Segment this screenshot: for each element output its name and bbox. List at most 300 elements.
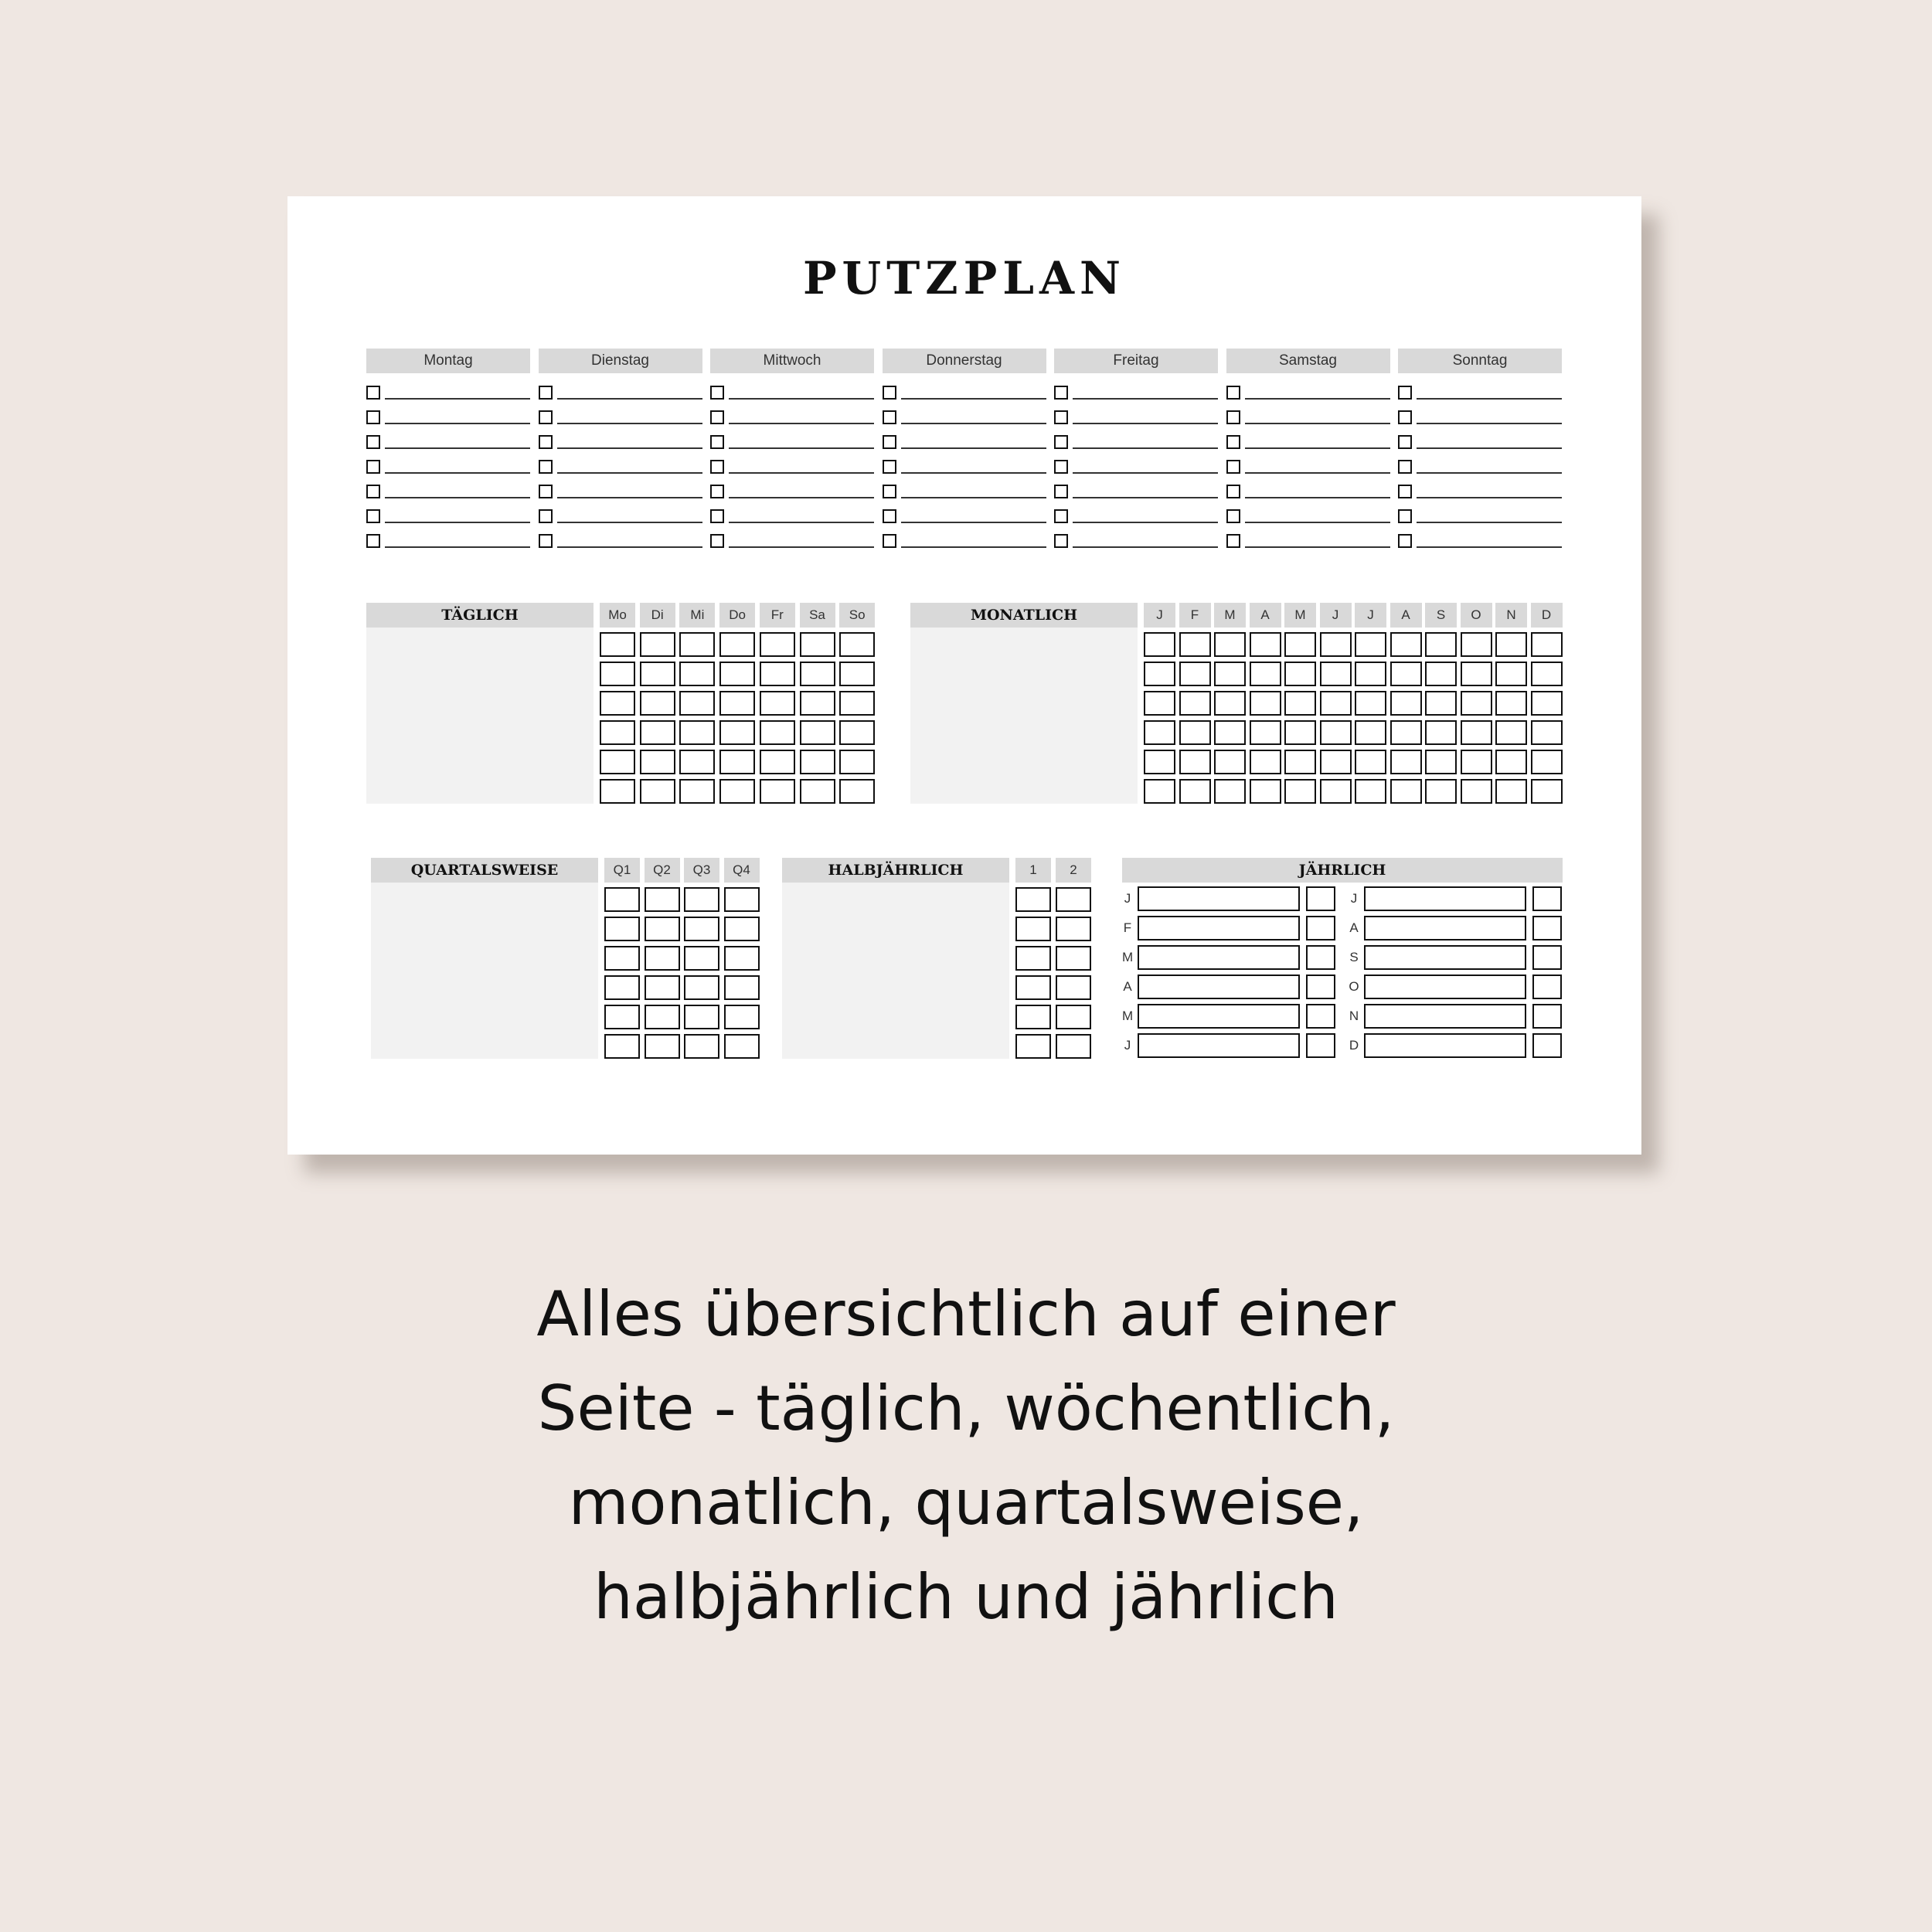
monthly-checkbox[interactable]: [1214, 779, 1246, 804]
monthly-checkbox[interactable]: [1179, 691, 1211, 716]
daily-checkbox[interactable]: [760, 632, 795, 657]
task-checkbox[interactable]: [1226, 386, 1240, 400]
monthly-checkbox[interactable]: [1144, 662, 1175, 686]
monthly-checkbox[interactable]: [1320, 662, 1352, 686]
halfyearly-checkbox[interactable]: [1056, 1005, 1091, 1029]
daily-checkbox[interactable]: [800, 632, 835, 657]
halfyearly-task-panel[interactable]: [782, 883, 1009, 1059]
daily-checkbox[interactable]: [719, 750, 755, 774]
daily-checkbox[interactable]: [640, 662, 675, 686]
task-checkbox[interactable]: [1398, 509, 1412, 523]
monthly-checkbox[interactable]: [1284, 750, 1316, 774]
quarterly-checkbox[interactable]: [684, 946, 719, 971]
monthly-checkbox[interactable]: [1284, 720, 1316, 745]
weekday-header: Freitag: [1054, 349, 1218, 373]
task-checkbox[interactable]: [1398, 534, 1412, 548]
task-checkbox[interactable]: [366, 460, 380, 474]
monthly-checkbox[interactable]: [1461, 662, 1492, 686]
quarterly-checkbox[interactable]: [684, 887, 719, 912]
daily-checkbox[interactable]: [679, 691, 715, 716]
quarterly-checkbox[interactable]: [684, 1034, 719, 1059]
quarterly-checkbox[interactable]: [684, 975, 719, 1000]
halfyearly-checkbox[interactable]: [1056, 1034, 1091, 1059]
daily-checkbox[interactable]: [800, 779, 835, 804]
daily-task-panel[interactable]: [366, 628, 594, 804]
yearly-task-field[interactable]: [1364, 1033, 1526, 1058]
daily-checkbox[interactable]: [679, 720, 715, 745]
halfyearly-checkbox[interactable]: [1015, 1005, 1051, 1029]
daily-checkbox[interactable]: [760, 779, 795, 804]
monthly-checkbox[interactable]: [1250, 779, 1281, 804]
monthly-checkbox[interactable]: [1461, 632, 1492, 657]
monthly-checkbox[interactable]: [1250, 750, 1281, 774]
monthly-checkbox[interactable]: [1355, 779, 1386, 804]
task-line[interactable]: [901, 497, 1046, 498]
task-checkbox[interactable]: [883, 386, 896, 400]
task-line[interactable]: [1417, 447, 1562, 449]
yearly-task-field[interactable]: [1364, 1004, 1526, 1029]
daily-checkbox[interactable]: [719, 720, 755, 745]
daily-column-header: So: [839, 603, 875, 628]
caption-line: Alles übersichtlich auf einer: [536, 1278, 1396, 1350]
monthly-column-header: S: [1425, 603, 1457, 628]
halfyearly-checkbox[interactable]: [1056, 946, 1091, 971]
task-line[interactable]: [557, 447, 702, 449]
task-line[interactable]: [557, 522, 702, 523]
monthly-checkbox[interactable]: [1179, 750, 1211, 774]
task-line[interactable]: [1073, 472, 1218, 474]
task-line[interactable]: [1245, 522, 1390, 523]
yearly-checkbox[interactable]: [1306, 1033, 1335, 1058]
monthly-column-header: A: [1250, 603, 1281, 628]
monthly-column-header: A: [1390, 603, 1422, 628]
yearly-month-label: M: [1122, 1009, 1134, 1023]
monthly-checkbox[interactable]: [1531, 720, 1563, 745]
monthly-checkbox[interactable]: [1144, 691, 1175, 716]
yearly-task-field[interactable]: [1364, 886, 1526, 911]
task-checkbox[interactable]: [1226, 485, 1240, 498]
task-line[interactable]: [729, 447, 874, 449]
task-line[interactable]: [901, 546, 1046, 548]
yearly-month-label: S: [1349, 950, 1359, 964]
task-line[interactable]: [1073, 398, 1218, 400]
yearly-checkbox[interactable]: [1306, 886, 1335, 911]
monthly-checkbox[interactable]: [1320, 720, 1352, 745]
daily-checkbox[interactable]: [719, 632, 755, 657]
yearly-month-label: N: [1349, 1009, 1359, 1023]
monthly-checkbox[interactable]: [1214, 720, 1246, 745]
yearly-checkbox[interactable]: [1532, 945, 1562, 970]
quarterly-checkbox[interactable]: [604, 1005, 640, 1029]
monthly-checkbox[interactable]: [1495, 779, 1527, 804]
daily-checkbox[interactable]: [839, 691, 875, 716]
task-checkbox[interactable]: [1054, 386, 1068, 400]
task-checkbox[interactable]: [366, 509, 380, 523]
task-line[interactable]: [901, 472, 1046, 474]
yearly-checkbox[interactable]: [1532, 1004, 1562, 1029]
monthly-checkbox[interactable]: [1390, 632, 1422, 657]
task-line[interactable]: [385, 447, 530, 449]
task-checkbox[interactable]: [883, 509, 896, 523]
yearly-task-field[interactable]: [1364, 975, 1526, 999]
halfyearly-checkbox[interactable]: [1015, 917, 1051, 941]
yearly-month-label: O: [1349, 979, 1359, 994]
task-checkbox[interactable]: [883, 435, 896, 449]
quarterly-checkbox[interactable]: [645, 1034, 680, 1059]
daily-checkbox[interactable]: [679, 632, 715, 657]
monthly-checkbox[interactable]: [1425, 779, 1457, 804]
monthly-header: MONATLICH: [910, 603, 1138, 628]
yearly-task-field[interactable]: [1138, 945, 1300, 970]
monthly-checkbox[interactable]: [1495, 691, 1527, 716]
daily-checkbox[interactable]: [839, 750, 875, 774]
task-checkbox[interactable]: [710, 386, 724, 400]
yearly-checkbox[interactable]: [1532, 886, 1562, 911]
task-line[interactable]: [385, 522, 530, 523]
monthly-checkbox[interactable]: [1250, 662, 1281, 686]
monthly-checkbox[interactable]: [1355, 720, 1386, 745]
task-line[interactable]: [385, 423, 530, 424]
quarterly-checkbox[interactable]: [724, 946, 760, 971]
task-line[interactable]: [901, 398, 1046, 400]
yearly-checkbox[interactable]: [1532, 1033, 1562, 1058]
task-checkbox[interactable]: [710, 485, 724, 498]
task-checkbox[interactable]: [1398, 485, 1412, 498]
daily-checkbox[interactable]: [760, 750, 795, 774]
halfyearly-checkbox[interactable]: [1015, 946, 1051, 971]
task-checkbox[interactable]: [883, 534, 896, 548]
monthly-checkbox[interactable]: [1214, 750, 1246, 774]
halfyearly-checkbox[interactable]: [1056, 975, 1091, 1000]
yearly-checkbox[interactable]: [1306, 975, 1335, 999]
halfyearly-checkbox[interactable]: [1015, 1034, 1051, 1059]
daily-checkbox[interactable]: [719, 691, 755, 716]
task-checkbox[interactable]: [710, 534, 724, 548]
monthly-checkbox[interactable]: [1531, 632, 1563, 657]
daily-checkbox[interactable]: [800, 662, 835, 686]
task-line[interactable]: [729, 497, 874, 498]
monthly-checkbox[interactable]: [1284, 691, 1316, 716]
monthly-checkbox[interactable]: [1179, 662, 1211, 686]
task-line[interactable]: [729, 423, 874, 424]
task-checkbox[interactable]: [539, 460, 553, 474]
daily-checkbox[interactable]: [679, 662, 715, 686]
monthly-checkbox[interactable]: [1284, 662, 1316, 686]
task-checkbox[interactable]: [366, 386, 380, 400]
monthly-checkbox[interactable]: [1390, 691, 1422, 716]
daily-checkbox[interactable]: [800, 750, 835, 774]
daily-checkbox[interactable]: [600, 662, 635, 686]
task-line[interactable]: [1245, 546, 1390, 548]
daily-column-header: Mi: [679, 603, 715, 628]
monthly-checkbox[interactable]: [1425, 691, 1457, 716]
monthly-checkbox[interactable]: [1390, 720, 1422, 745]
daily-checkbox[interactable]: [600, 632, 635, 657]
task-line[interactable]: [557, 497, 702, 498]
task-line[interactable]: [557, 546, 702, 548]
monthly-checkbox[interactable]: [1144, 750, 1175, 774]
monthly-checkbox[interactable]: [1461, 691, 1492, 716]
monthly-checkbox[interactable]: [1355, 632, 1386, 657]
task-checkbox[interactable]: [539, 435, 553, 449]
task-line[interactable]: [1417, 546, 1562, 548]
task-checkbox[interactable]: [539, 386, 553, 400]
daily-checkbox[interactable]: [640, 779, 675, 804]
daily-checkbox[interactable]: [760, 691, 795, 716]
task-line[interactable]: [1417, 398, 1562, 400]
yearly-checkbox[interactable]: [1532, 975, 1562, 999]
quarterly-checkbox[interactable]: [684, 917, 719, 941]
task-checkbox[interactable]: [539, 410, 553, 424]
monthly-checkbox[interactable]: [1495, 720, 1527, 745]
quarterly-checkbox[interactable]: [645, 975, 680, 1000]
daily-checkbox[interactable]: [640, 691, 675, 716]
yearly-checkbox[interactable]: [1306, 945, 1335, 970]
task-checkbox[interactable]: [883, 460, 896, 474]
task-line[interactable]: [1245, 398, 1390, 400]
yearly-task-field[interactable]: [1138, 916, 1300, 940]
monthly-checkbox[interactable]: [1461, 779, 1492, 804]
yearly-task-field[interactable]: [1138, 1004, 1300, 1029]
monthly-checkbox[interactable]: [1461, 720, 1492, 745]
monthly-checkbox[interactable]: [1531, 779, 1563, 804]
quarterly-header: QUARTALSWEISE: [371, 858, 598, 883]
task-line[interactable]: [729, 472, 874, 474]
monthly-checkbox[interactable]: [1144, 720, 1175, 745]
task-checkbox[interactable]: [539, 485, 553, 498]
monthly-checkbox[interactable]: [1179, 632, 1211, 657]
daily-checkbox[interactable]: [800, 691, 835, 716]
task-checkbox[interactable]: [1398, 435, 1412, 449]
task-checkbox[interactable]: [1054, 534, 1068, 548]
daily-checkbox[interactable]: [719, 779, 755, 804]
task-line[interactable]: [1073, 546, 1218, 548]
monthly-checkbox[interactable]: [1425, 720, 1457, 745]
quarterly-checkbox[interactable]: [604, 1034, 640, 1059]
daily-checkbox[interactable]: [600, 691, 635, 716]
quarterly-checkbox[interactable]: [645, 946, 680, 971]
yearly-checkbox[interactable]: [1306, 1004, 1335, 1029]
task-checkbox[interactable]: [710, 435, 724, 449]
task-checkbox[interactable]: [883, 485, 896, 498]
quarterly-column-header: Q1: [604, 858, 640, 883]
monthly-checkbox[interactable]: [1320, 632, 1352, 657]
task-line[interactable]: [901, 522, 1046, 523]
daily-checkbox[interactable]: [679, 779, 715, 804]
quarterly-checkbox[interactable]: [645, 1005, 680, 1029]
task-line[interactable]: [385, 497, 530, 498]
task-checkbox[interactable]: [1398, 386, 1412, 400]
task-line[interactable]: [1417, 522, 1562, 523]
task-line[interactable]: [729, 546, 874, 548]
task-line[interactable]: [1417, 472, 1562, 474]
task-line[interactable]: [1073, 423, 1218, 424]
task-checkbox[interactable]: [1398, 460, 1412, 474]
daily-checkbox[interactable]: [839, 662, 875, 686]
monthly-checkbox[interactable]: [1144, 632, 1175, 657]
halfyearly-checkbox[interactable]: [1015, 887, 1051, 912]
caption: [0, 1267, 1932, 1645]
halfyearly-checkbox[interactable]: [1056, 917, 1091, 941]
quarterly-checkbox[interactable]: [604, 917, 640, 941]
monthly-checkbox[interactable]: [1531, 662, 1563, 686]
monthly-checkbox[interactable]: [1284, 632, 1316, 657]
daily-checkbox[interactable]: [640, 632, 675, 657]
monthly-checkbox[interactable]: [1320, 750, 1352, 774]
quarterly-checkbox[interactable]: [645, 917, 680, 941]
task-line[interactable]: [729, 522, 874, 523]
monthly-checkbox[interactable]: [1250, 691, 1281, 716]
task-checkbox[interactable]: [1054, 435, 1068, 449]
caption-line: halbjährlich und jährlich: [594, 1561, 1338, 1633]
task-checkbox[interactable]: [1226, 534, 1240, 548]
daily-checkbox[interactable]: [600, 750, 635, 774]
quarterly-checkbox[interactable]: [724, 1034, 760, 1059]
task-line[interactable]: [557, 423, 702, 424]
yearly-header: JÄHRLICH: [1122, 858, 1563, 883]
daily-checkbox[interactable]: [839, 632, 875, 657]
task-checkbox[interactable]: [539, 509, 553, 523]
task-line[interactable]: [901, 447, 1046, 449]
monthly-checkbox[interactable]: [1390, 779, 1422, 804]
task-line[interactable]: [1245, 472, 1390, 474]
task-line[interactable]: [729, 398, 874, 400]
task-line[interactable]: [1417, 423, 1562, 424]
task-checkbox[interactable]: [1226, 410, 1240, 424]
monthly-task-panel[interactable]: [910, 628, 1138, 804]
daily-checkbox[interactable]: [640, 720, 675, 745]
task-checkbox[interactable]: [1054, 485, 1068, 498]
monthly-checkbox[interactable]: [1214, 662, 1246, 686]
task-line[interactable]: [1245, 423, 1390, 424]
monthly-checkbox[interactable]: [1214, 691, 1246, 716]
quarterly-checkbox[interactable]: [604, 946, 640, 971]
daily-checkbox[interactable]: [839, 720, 875, 745]
daily-checkbox[interactable]: [600, 720, 635, 745]
quarterly-column-header: Q2: [645, 858, 680, 883]
monthly-checkbox[interactable]: [1461, 750, 1492, 774]
weekday-header: Montag: [366, 349, 530, 373]
monthly-checkbox[interactable]: [1390, 662, 1422, 686]
task-checkbox[interactable]: [539, 534, 553, 548]
monthly-checkbox[interactable]: [1531, 691, 1563, 716]
monthly-checkbox[interactable]: [1179, 779, 1211, 804]
daily-checkbox[interactable]: [760, 662, 795, 686]
monthly-checkbox[interactable]: [1495, 750, 1527, 774]
quarterly-checkbox[interactable]: [724, 975, 760, 1000]
quarterly-task-panel[interactable]: [371, 883, 598, 1059]
monthly-checkbox[interactable]: [1355, 662, 1386, 686]
task-checkbox[interactable]: [366, 410, 380, 424]
monthly-checkbox[interactable]: [1495, 662, 1527, 686]
yearly-task-field[interactable]: [1138, 1033, 1300, 1058]
monthly-checkbox[interactable]: [1284, 779, 1316, 804]
quarterly-checkbox[interactable]: [724, 917, 760, 941]
yearly-task-field[interactable]: [1364, 945, 1526, 970]
task-line[interactable]: [1245, 497, 1390, 498]
monthly-checkbox[interactable]: [1531, 750, 1563, 774]
task-checkbox[interactable]: [1226, 509, 1240, 523]
monthly-checkbox[interactable]: [1390, 750, 1422, 774]
task-line[interactable]: [901, 423, 1046, 424]
quarterly-checkbox[interactable]: [684, 1005, 719, 1029]
monthly-column-header: J: [1355, 603, 1386, 628]
daily-checkbox[interactable]: [719, 662, 755, 686]
monthly-checkbox[interactable]: [1179, 720, 1211, 745]
task-line[interactable]: [557, 398, 702, 400]
monthly-checkbox[interactable]: [1355, 691, 1386, 716]
quarterly-checkbox[interactable]: [645, 887, 680, 912]
task-checkbox[interactable]: [710, 509, 724, 523]
task-checkbox[interactable]: [366, 485, 380, 498]
quarterly-checkbox[interactable]: [724, 1005, 760, 1029]
task-line[interactable]: [1073, 522, 1218, 523]
task-checkbox[interactable]: [1226, 460, 1240, 474]
monthly-checkbox[interactable]: [1214, 632, 1246, 657]
daily-checkbox[interactable]: [800, 720, 835, 745]
task-line[interactable]: [385, 398, 530, 400]
daily-checkbox[interactable]: [600, 779, 635, 804]
monthly-checkbox[interactable]: [1425, 632, 1457, 657]
task-checkbox[interactable]: [1054, 460, 1068, 474]
monthly-checkbox[interactable]: [1320, 779, 1352, 804]
monthly-checkbox[interactable]: [1320, 691, 1352, 716]
daily-header: TÄGLICH: [366, 603, 594, 628]
task-checkbox[interactable]: [710, 410, 724, 424]
daily-checkbox[interactable]: [679, 750, 715, 774]
task-line[interactable]: [1417, 497, 1562, 498]
task-line[interactable]: [1073, 497, 1218, 498]
task-line[interactable]: [385, 546, 530, 548]
task-checkbox[interactable]: [366, 534, 380, 548]
halfyearly-checkbox[interactable]: [1056, 887, 1091, 912]
task-line[interactable]: [557, 472, 702, 474]
daily-checkbox[interactable]: [640, 750, 675, 774]
task-line[interactable]: [1245, 447, 1390, 449]
daily-checkbox[interactable]: [760, 720, 795, 745]
task-checkbox[interactable]: [710, 460, 724, 474]
daily-checkbox[interactable]: [839, 779, 875, 804]
yearly-checkbox[interactable]: [1532, 916, 1562, 940]
quarterly-checkbox[interactable]: [724, 887, 760, 912]
task-checkbox[interactable]: [1054, 410, 1068, 424]
quarterly-checkbox[interactable]: [604, 975, 640, 1000]
yearly-month-label: J: [1124, 891, 1131, 906]
task-line[interactable]: [1073, 447, 1218, 449]
monthly-checkbox[interactable]: [1495, 632, 1527, 657]
yearly-task-field[interactable]: [1364, 916, 1526, 940]
monthly-checkbox[interactable]: [1425, 750, 1457, 774]
monthly-checkbox[interactable]: [1250, 720, 1281, 745]
monthly-checkbox[interactable]: [1425, 662, 1457, 686]
yearly-month-label: A: [1349, 920, 1359, 935]
task-checkbox[interactable]: [1398, 410, 1412, 424]
monthly-checkbox[interactable]: [1355, 750, 1386, 774]
halfyearly-checkbox[interactable]: [1015, 975, 1051, 1000]
daily-column-header: Mo: [600, 603, 635, 628]
yearly-checkbox[interactable]: [1306, 916, 1335, 940]
quarterly-checkbox[interactable]: [604, 887, 640, 912]
yearly-task-field[interactable]: [1138, 886, 1300, 911]
task-checkbox[interactable]: [1226, 435, 1240, 449]
task-checkbox[interactable]: [1054, 509, 1068, 523]
monthly-checkbox[interactable]: [1250, 632, 1281, 657]
yearly-task-field[interactable]: [1138, 975, 1300, 999]
task-checkbox[interactable]: [366, 435, 380, 449]
task-line[interactable]: [385, 472, 530, 474]
monthly-checkbox[interactable]: [1144, 779, 1175, 804]
task-checkbox[interactable]: [883, 410, 896, 424]
